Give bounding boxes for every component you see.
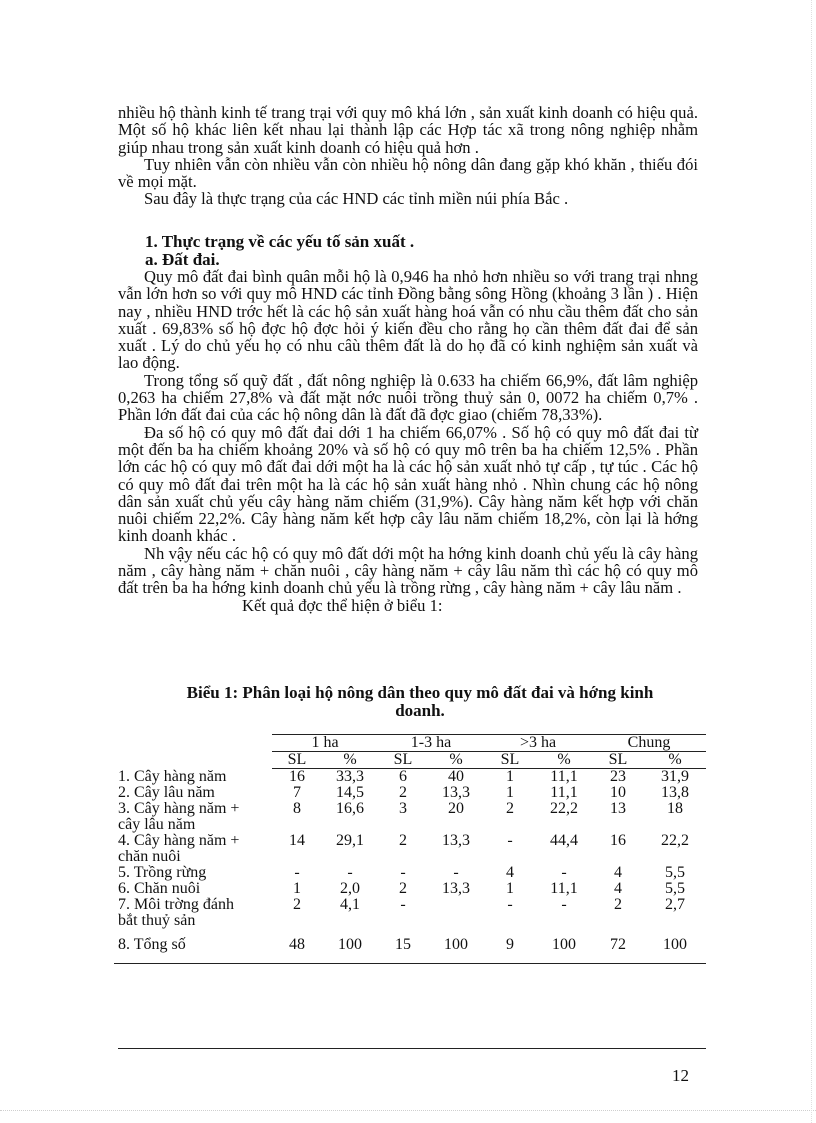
table-cell: 29,1 <box>336 832 364 849</box>
table-cell: 16 <box>289 768 305 785</box>
row-label: 4. Cây hàng năm + chăn nuôi <box>118 832 240 865</box>
table-cell: 14 <box>289 832 305 849</box>
subsection-heading: a. Đất đai. <box>145 250 220 269</box>
table-cell: - <box>507 896 513 913</box>
sub-header: SL <box>378 752 428 769</box>
intro-paragraph: Sau đây là thực trạng của các HND các tỉnh miền núi phía Bắc . <box>144 189 569 209</box>
table-cell: 1 <box>293 880 301 897</box>
row-label: 1. Cây hàng năm <box>118 767 227 785</box>
table-cell: 2,7 <box>665 896 685 913</box>
table-row <box>114 785 706 801</box>
table-cell: 2 <box>614 896 622 913</box>
table-cell: - <box>400 864 406 881</box>
table-cell: 18 <box>667 800 683 817</box>
body-block <box>118 268 698 614</box>
table-cell: 5,5 <box>665 864 685 881</box>
table-sub-header <box>114 752 706 769</box>
row-label: 5. Trồng rừng <box>118 864 207 881</box>
table-cell: 22,2 <box>550 800 578 817</box>
intro-paragraph: nhiều hộ thành kinh tế trang trại với quy mô khá lớn , sản xuất kinh doanh có hiệu quả. Một số hộ khác liên kết nhau lại thành lập các Hợp tác xã trong nông nghiệp nhằm giúp nhau trong sản xuất kinh doanh có hiệu quả hơn . <box>118 103 698 157</box>
table-cell: 11,1 <box>550 880 578 897</box>
table-cell: 100 <box>322 929 378 964</box>
group-header: 1 ha <box>272 735 378 752</box>
table-row <box>114 929 706 964</box>
table-cell: 48 <box>272 929 322 964</box>
intro-paragraph: Tuy nhiên vẫn còn nhiều vẫn còn nhiều hộ nông dân đang gặp khó khăn , thiếu đói về mọi mặt. <box>118 154 698 192</box>
table-cell: 33,3 <box>336 768 364 785</box>
sub-header: SL <box>272 752 322 769</box>
table-cell: 22,2 <box>661 832 689 849</box>
table-cell: 16 <box>610 832 626 849</box>
table-cell: 1 <box>506 768 514 785</box>
sub-header: % <box>644 752 706 769</box>
table-cell: 4 <box>614 864 622 881</box>
table-cell: 10 <box>610 784 626 801</box>
group-header: Chung <box>592 735 706 752</box>
sub-header: % <box>536 752 592 769</box>
table-cell: 72 <box>592 929 644 964</box>
group-header: 1-3 ha <box>378 735 484 752</box>
table-body <box>114 769 706 964</box>
body-paragraph: Trong tổng số quỹ đất , đất nông nghiệp là 0.633 ha chiếm 66,9%, đất lâm nghiệp 0,263 ha chiếm 27,8% và đất mặt nớc nuôi trồng thuỷ sản 0, 0072 ha chiếm 0,7% . Phần lớn đất đai của các hộ nông dân là đất đã đợc giao (chiếm 78,33%). <box>118 370 698 425</box>
row-label: 2. Cây lâu năm <box>118 784 215 801</box>
body-paragraph: Đa số hộ có quy mô đất đai dới 1 ha chiếm 66,07% . Số hộ có quy mô đất đai từ một đến ba ha chiếm khoảng 20% và số hộ có quy mô trên ba ha chiếm 12,5% . Phần lớn các hộ có quy mô đất đai dới một ha là các hộ sản xuất nhỏ tự cấp , tự túc . Các hộ có quy mô đất đai trên một ha là các hộ sản xuất hàng nhỏ . Nhìn chung các hộ nông dân sản xuất chủ yếu cây hàng năm chiếm (31,9%). Cây hàng năm kết hợp với chăn nuôi chiếm 22,2%. Cây hàng năm kết hợp cây lâu năm chiếm 18,2%, còn lại là hớng kinh doanh khác . <box>118 422 698 546</box>
table-cell: 8 <box>293 800 301 817</box>
row-label: 7. Môi trờng đánh bắt thuỷ sản <box>118 896 235 929</box>
table-cell <box>428 897 484 929</box>
table-cell: 100 <box>644 929 706 964</box>
table-cell: 2 <box>399 832 407 849</box>
table-cell: 16,6 <box>336 800 364 817</box>
table-cell: 31,9 <box>661 768 689 785</box>
table-cell: 40 <box>448 768 464 785</box>
page-edge-vertical <box>811 0 812 1123</box>
row-label: 8. Tổng số <box>114 929 272 964</box>
table-cell: 13,3 <box>442 832 470 849</box>
table-cell: 13,3 <box>442 784 470 801</box>
sub-header: SL <box>484 752 536 769</box>
table-cell: 13,3 <box>442 880 470 897</box>
table-cell: 7 <box>293 784 301 801</box>
table-row <box>114 769 706 786</box>
table-cell: - <box>347 864 353 881</box>
page-number: 12 <box>672 1066 689 1085</box>
page-edge-line <box>0 1110 816 1111</box>
table-cell: 11,1 <box>550 784 578 801</box>
row-label: 3. Cây hàng năm + cây lâu năm <box>118 800 240 833</box>
sub-header: % <box>322 752 378 769</box>
table-cell: 4,1 <box>340 896 360 913</box>
sub-header: % <box>428 752 484 769</box>
table-row <box>114 833 706 865</box>
table-cell: - <box>561 864 567 881</box>
table-cell: 13 <box>610 800 626 817</box>
table-cell: 2 <box>506 800 514 817</box>
intro-block <box>118 104 698 208</box>
table-cell: - <box>453 864 459 881</box>
table-cell: - <box>294 864 300 881</box>
table-cell: 2 <box>399 784 407 801</box>
table-row <box>114 865 706 881</box>
table-cell: 6 <box>399 768 407 785</box>
body-paragraph: Quy mô đất đai bình quân mỗi hộ là 0,946 ha nhỏ hơn nhiều so với trang trại nhng vẫn lớn hơn so với quy mô HND các tỉnh Đồng bằng sông Hồng (khoảng 3 lần ) . Hiện nay , nhiều HND trớc hết là các hộ sản xuất hàng hoá vẫn có nhu cầu thêm đất cho sản xuất . 69,83% số hộ đợc hộ đợc hỏi ý kiến đều cho rằng họ cần thêm đất đai để sản xuất . Lý do chủ yếu họ có nhu câù thêm đất là do họ đã có kinh nghiệm sản xuất và lao động. <box>118 267 698 373</box>
table-title: Biểu 1: Phân loại hộ nông dân theo quy mô đất đai và hớng kinh doanh. <box>186 683 654 720</box>
footer-rule <box>118 1048 706 1049</box>
group-header: >3 ha <box>484 735 592 752</box>
table-cell: 100 <box>536 929 592 964</box>
table-row <box>114 881 706 897</box>
table-cell: 4 <box>506 864 514 881</box>
table-cell: 4 <box>614 880 622 897</box>
table-cell: 11,1 <box>550 768 578 785</box>
table-cell: 2,0 <box>340 880 360 897</box>
land-classification-table <box>114 734 706 964</box>
table-cell: 14,5 <box>336 784 364 801</box>
table-cell: 2 <box>293 896 301 913</box>
table-cell: 2 <box>399 880 407 897</box>
table-cell: 13,8 <box>661 784 689 801</box>
table-row <box>114 801 706 833</box>
body-paragraph: Nh vậy nếu các hộ có quy mô đất dới một ha hớng kinh doanh chủ yếu là cây hàng năm , cây hàng năm + chăn nuôi , cây hàng năm + cây lâu năm thì các hộ có quy mô đất trên ba ha hớng kinh doanh chủ yếu là trồng rừng , cây hàng năm + cây lâu năm . <box>118 543 698 598</box>
table-cell: 20 <box>448 800 464 817</box>
sub-header: SL <box>592 752 644 769</box>
table-cell: 1 <box>506 880 514 897</box>
table-cell: 1 <box>506 784 514 801</box>
table-cell: 15 <box>378 929 428 964</box>
table-cell: - <box>561 896 567 913</box>
table-cell: 100 <box>428 929 484 964</box>
table-row <box>114 897 706 929</box>
table-cell: 23 <box>610 768 626 785</box>
result-line: Kết quả đợc thể hiện ở biểu 1: <box>242 595 443 615</box>
row-label: 6. Chăn nuôi <box>118 880 201 897</box>
table-cell: - <box>507 832 513 849</box>
table-cell: 44,4 <box>550 832 578 849</box>
table-cell: 9 <box>484 929 536 964</box>
table-cell: 5,5 <box>665 880 685 897</box>
table-group-header <box>114 735 706 752</box>
section-heading: 1. Thực trạng về các yếu tố sản xuất . <box>145 232 415 251</box>
table-cell: 3 <box>399 800 407 817</box>
table-cell: - <box>400 896 406 913</box>
